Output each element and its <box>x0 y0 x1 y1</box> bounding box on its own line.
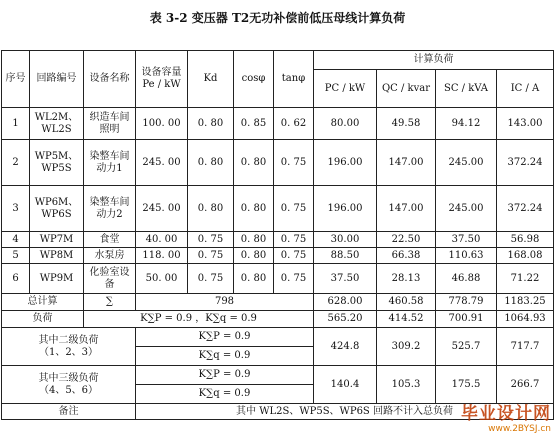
load-row <box>2 311 554 328</box>
table-row <box>2 108 554 140</box>
cell-circuit: WP9M <box>30 264 84 294</box>
cell-kd: 0. 75 <box>188 264 234 294</box>
remark-label: 备注 <box>2 404 136 420</box>
class2-pc: 424.8 <box>314 328 377 366</box>
cell-pc: 88.50 <box>314 248 377 264</box>
cell-kd: 0. 80 <box>188 186 234 232</box>
class2-ic: 717.7 <box>497 328 554 366</box>
total-qc: 460.58 <box>377 294 436 311</box>
cell-circuit: WL2M、WL2S <box>30 108 84 140</box>
header-circuit: 回路编号 <box>30 51 84 108</box>
class3-label <box>2 366 136 404</box>
cell-sc: 46.88 <box>436 264 497 294</box>
cell-ic: 168.08 <box>497 248 554 264</box>
class3-row <box>2 366 554 385</box>
cell-tan: 0. 75 <box>274 186 314 232</box>
cell-kd: 0. 75 <box>188 248 234 264</box>
site-watermark <box>461 399 551 434</box>
total-sc: 778.79 <box>436 294 497 311</box>
cell-device: 水泵房 <box>84 248 136 264</box>
cell-qc: 147.00 <box>377 186 436 232</box>
header-qc: QC / kvar <box>377 70 436 108</box>
cell-seq: 1 <box>2 108 30 140</box>
header-device: 设备名称 <box>84 51 136 108</box>
cell-pe: 50. 00 <box>136 264 188 294</box>
cell-ic: 372.24 <box>497 186 554 232</box>
cell-ic: 372.24 <box>497 140 554 186</box>
class2-kp: K∑P = 0.9 <box>136 328 314 347</box>
header-capacity: 设备容量Pe / kW <box>136 51 188 108</box>
remark-text: 其中 WL2S、WP5S、WP6S 回路不计入总负荷 <box>136 404 554 420</box>
header-row-1 <box>2 51 554 70</box>
total-sigma: ∑ <box>84 294 136 311</box>
cell-kd: 0. 75 <box>188 232 234 248</box>
cell-circuit: WP6M、WP6S <box>30 186 84 232</box>
total-row <box>2 294 554 311</box>
total-pc: 628.00 <box>314 294 377 311</box>
cell-pe: 100. 00 <box>136 108 188 140</box>
class3-kp: K∑P = 0.9 <box>136 366 314 385</box>
load-coef: K∑P = 0.9 ，K∑q = 0.9 <box>84 311 314 328</box>
cell-pc: 30.00 <box>314 232 377 248</box>
cell-device: 染整车间动力2 <box>84 186 136 232</box>
cell-pc: 196.00 <box>314 186 377 232</box>
cell-cos: 0. 80 <box>234 264 274 294</box>
cell-pc: 37.50 <box>314 264 377 294</box>
load-label: 负荷 <box>2 311 84 328</box>
header-calc-load: 计算负荷 <box>314 51 554 70</box>
class3-kq: K∑q = 0.9 <box>136 385 314 404</box>
cell-device: 食堂 <box>84 232 136 248</box>
class2-label-line1: 其中二级负荷 <box>38 334 99 346</box>
class3-sc: 175.5 <box>436 366 497 404</box>
cell-kd: 0. 80 <box>188 108 234 140</box>
cell-ic: 143.00 <box>497 108 554 140</box>
class2-kq: K∑q = 0.9 <box>136 347 314 366</box>
cell-seq: 6 <box>2 264 30 294</box>
cell-cos: 0. 80 <box>234 186 274 232</box>
total-sum-pe: 798 <box>136 294 314 311</box>
cell-tan: 0. 75 <box>274 248 314 264</box>
cell-circuit: WP7M <box>30 232 84 248</box>
header-pc: PC / kW <box>314 70 377 108</box>
load-sc: 700.91 <box>436 311 497 328</box>
header-sc: SC / kVA <box>436 70 497 108</box>
load-pc: 565.20 <box>314 311 377 328</box>
cell-tan: 0. 75 <box>274 264 314 294</box>
cell-seq: 3 <box>2 186 30 232</box>
cell-sc: 110.63 <box>436 248 497 264</box>
header-ic: IC / A <box>497 70 554 108</box>
cell-kd: 0. 80 <box>188 140 234 186</box>
cell-qc: 22.50 <box>377 232 436 248</box>
cell-qc: 49.58 <box>377 108 436 140</box>
cell-cos: 0. 80 <box>234 232 274 248</box>
class2-sc: 525.7 <box>436 328 497 366</box>
table-row <box>2 232 554 248</box>
cell-tan: 0. 75 <box>274 140 314 186</box>
class2-qc: 309.2 <box>377 328 436 366</box>
cell-tan: 0. 62 <box>274 108 314 140</box>
load-table <box>1 50 554 420</box>
class3-label-line1: 其中三级负荷 <box>38 372 99 384</box>
table-row <box>2 186 554 232</box>
cell-pc: 80.00 <box>314 108 377 140</box>
watermark-url: www.2BYSJ.cn <box>488 424 551 434</box>
cell-seq: 2 <box>2 140 30 186</box>
cell-pc: 196.00 <box>314 140 377 186</box>
cell-circuit: WP8M <box>30 248 84 264</box>
table-row <box>2 248 554 264</box>
table-row <box>2 264 554 294</box>
header-seq: 序号 <box>2 51 30 108</box>
cell-pe: 245. 00 <box>136 140 188 186</box>
header-kd: Kd <box>188 51 234 108</box>
cell-device: 织造车间照明 <box>84 108 136 140</box>
cell-seq: 4 <box>2 232 30 248</box>
class3-ic: 266.7 <box>497 366 554 404</box>
header-cos: cosφ <box>234 51 274 108</box>
cell-sc: 37.50 <box>436 232 497 248</box>
cell-sc: 94.12 <box>436 108 497 140</box>
total-ic: 1183.25 <box>497 294 554 311</box>
header-tan: tanφ <box>274 51 314 108</box>
class3-qc: 105.3 <box>377 366 436 404</box>
cell-cos: 0. 80 <box>234 140 274 186</box>
cell-qc: 66.38 <box>377 248 436 264</box>
class2-row <box>2 328 554 347</box>
class2-label-line2: （1、2、3） <box>38 346 99 358</box>
cell-qc: 28.13 <box>377 264 436 294</box>
class2-label <box>2 328 136 366</box>
cell-pe: 245. 00 <box>136 186 188 232</box>
cell-qc: 147.00 <box>377 140 436 186</box>
cell-device: 染整车间动力1 <box>84 140 136 186</box>
cell-seq: 5 <box>2 248 30 264</box>
class3-label-line2: （4、5、6） <box>38 384 99 396</box>
cell-ic: 56.98 <box>497 232 554 248</box>
cell-circuit: WP5M、WP5S <box>30 140 84 186</box>
load-ic: 1064.93 <box>497 311 554 328</box>
cell-pe: 118. 00 <box>136 248 188 264</box>
watermark-logo-text: 毕业设计网 <box>461 404 551 424</box>
cell-ic: 71.22 <box>497 264 554 294</box>
cell-pe: 40. 00 <box>136 232 188 248</box>
table-row <box>2 140 554 186</box>
cell-cos: 0. 80 <box>234 248 274 264</box>
table-title: 表 3-2 变压器 T2无功补偿前低压母线计算负荷 <box>149 11 406 25</box>
cell-device: 化验室设备 <box>84 264 136 294</box>
load-qc: 414.52 <box>377 311 436 328</box>
cell-cos: 0. 85 <box>234 108 274 140</box>
cell-sc: 245.00 <box>436 186 497 232</box>
total-label: 总计算 <box>2 294 84 311</box>
cell-sc: 245.00 <box>436 140 497 186</box>
class3-pc: 140.4 <box>314 366 377 404</box>
cell-tan: 0. 75 <box>274 232 314 248</box>
